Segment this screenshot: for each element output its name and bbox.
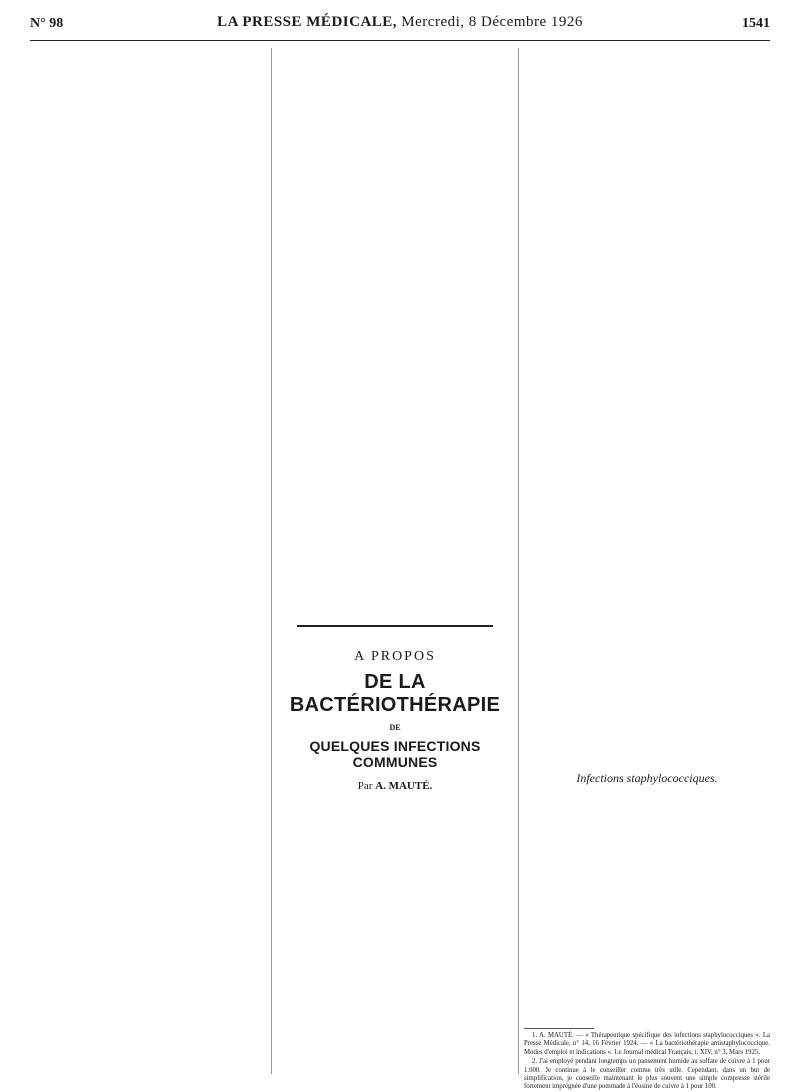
footnote: 1. A. MAUTÉ. — « Thérapeutique spécifique des infections staphylococciques ». La Presse Médicale, n° 14, 16 Février 1924. — « La bactériothérapie antistaphylococcique. Modes d'emploi et indications ». Le Journal médical Français, t. XIV, n° 3, Mars 1925. <box>524 1032 770 1056</box>
article-title-block <box>277 625 513 792</box>
article-rule <box>297 625 493 627</box>
article-byline <box>277 780 513 792</box>
column-2 <box>277 50 513 610</box>
footnote: 2. J'ai employé pendant longtemps un pansement humide au sulfate de cuivre à 1 pour 1.000. Je continue à le conseiller comme très utile. Cependant, dans un but de simplification, je conseille maintenant le plus souvent une simple compresse stérile fortement imprégnée d'une pommade à l'éosine de cuivre à 1 pour 100. <box>524 1058 770 1091</box>
column-1 <box>30 50 266 1075</box>
page-header <box>30 14 770 38</box>
footnote-rule <box>524 1028 594 1029</box>
header-rule <box>30 40 770 41</box>
article-title: DE LA BACTÉRIOTHÉRAPIE <box>289 671 501 716</box>
author-name: A. MAUTÉ. <box>375 780 433 792</box>
page-number: 1541 <box>742 16 770 31</box>
column-divider-2 <box>518 48 519 1074</box>
article-kicker: A PROPOS <box>354 649 436 664</box>
article-subtitle: QUELQUES INFECTIONS COMMUNES <box>309 738 481 770</box>
footnotes <box>524 1028 770 1091</box>
byline-prefix: Par <box>357 780 373 792</box>
journal-name: LA PRESSE MÉDICALE, <box>217 14 398 30</box>
issue-number: N° 98 <box>30 16 64 31</box>
section-heading: Infections staphylococciques. <box>576 771 718 785</box>
section-body <box>524 789 770 1021</box>
masthead <box>30 14 770 31</box>
article-title-connector: DE <box>389 723 401 732</box>
column-3 <box>524 50 770 798</box>
issue-date: Mercredi, 8 Décembre 1926 <box>401 14 583 30</box>
article-body <box>277 822 513 1075</box>
column-divider-1 <box>271 48 272 1074</box>
